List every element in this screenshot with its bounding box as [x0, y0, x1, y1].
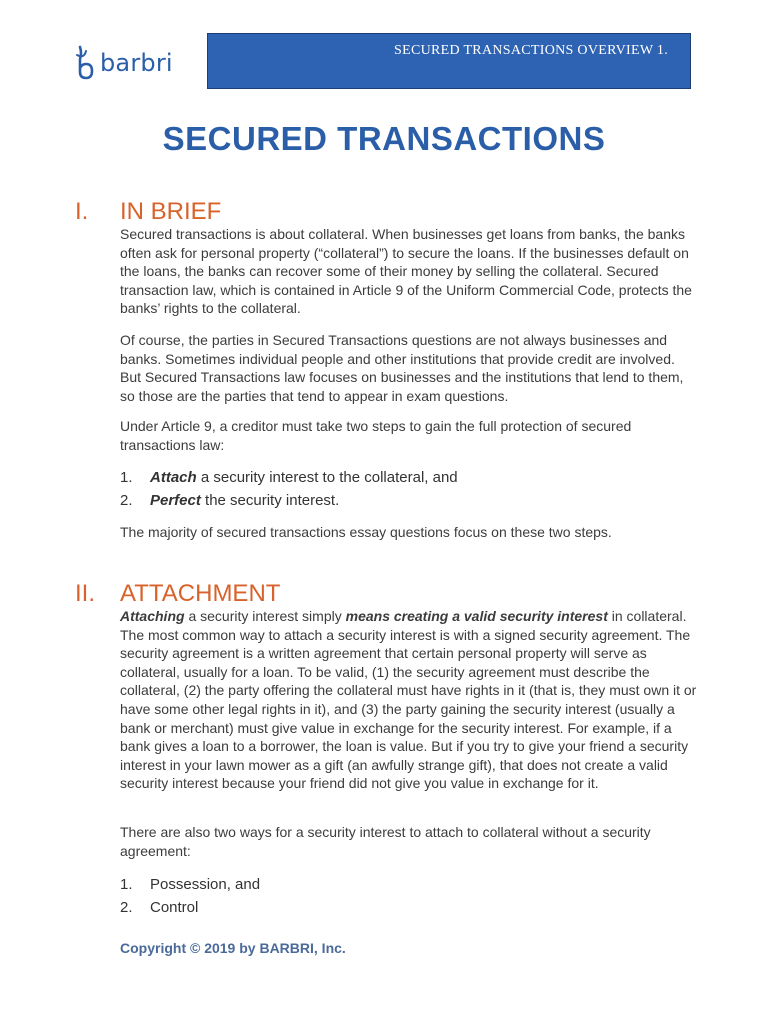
steps-list: [120, 466, 458, 512]
list-text: Control: [150, 899, 199, 916]
paragraph-majority: The majority of secured transactions essay questions focus on these two steps.: [120, 524, 612, 540]
logo-wordmark: barbri: [100, 49, 173, 77]
barbri-logo-icon: [74, 45, 96, 81]
list-item: [120, 896, 260, 919]
list-text: Possession, and: [150, 876, 261, 893]
section-number: I.: [75, 198, 89, 225]
copyright-notice: Copyright © 2019 by BARBRI, Inc.: [120, 940, 346, 956]
list-item: [120, 873, 260, 896]
text-fragment: a security interest simply: [184, 608, 346, 624]
text-fragment: in collateral. The most common way to attach a security interest is with a signed security agreement. The security agreement is a written agreement that certain personal property will serve as collateral, usually for a loan. To be valid, (1) the security agreement must describe the collateral, (2) the party offering the collateral must have rights in it (that is, they must own it or have some other legal rights in it), and (3) the party gaining the security interest (usually a bank or merchant) must give value in exchange for the security interest. For example, if a bank gives a loan to a borrower, the loan is value. But if you try to give your friend a security interest in your lawn mower as a gift (an awfully strange gift), that does not create a valid security interest because your friend did not give you value in exchange for it.: [120, 608, 697, 792]
section-number: II.: [75, 580, 96, 607]
ways-list: [120, 873, 260, 919]
paragraph-article-9: Under Article 9, a creditor must take two steps to gain the full protection of secured transactions law:: [120, 418, 632, 453]
section-title: IN BRIEF: [120, 198, 222, 225]
barbri-logo: [74, 44, 173, 82]
section-title: ATTACHMENT: [120, 580, 281, 607]
list-number: 2.: [120, 492, 133, 509]
list-term: Attach: [150, 469, 197, 486]
paragraph-two-ways: There are also two ways for a security interest to attach to collateral without a security agreement:: [120, 824, 651, 859]
term-definition: means creating a valid security interest: [345, 608, 608, 624]
list-text: the security interest.: [200, 492, 340, 509]
banner-title: SECURED TRANSACTIONS OVERVIEW 1.: [394, 43, 668, 58]
paragraph-collateral-intro: Secured transactions is about collateral. When businesses get loans from banks, the banks often ask for personal property (“collateral”) to secure the loans. If the businesses default on the loans, the banks can recover some of their money by selling the collateral. Secured transaction law, which is contained in Article 9 of the Uniform Commercial Code, protects the banks’ rights to the collateral.: [120, 226, 692, 317]
section-heading-attachment: [75, 580, 280, 608]
list-text: a security interest to the collateral, and: [196, 469, 458, 486]
paragraph-attaching: [120, 607, 698, 793]
list-number: 1.: [120, 876, 133, 893]
page-title: SECURED TRANSACTIONS: [162, 120, 606, 157]
paragraph-parties: Of course, the parties in Secured Transactions questions are not always businesses and banks. Sometimes individual people and other institutions that provide credit are involved. But Secured Transactions law focuses on businesses and the institutions that lend to them, so those are the parties that tend to appear in exam questions.: [120, 332, 684, 404]
list-item: [120, 489, 458, 512]
list-item: [120, 466, 458, 489]
list-number: 1.: [120, 469, 133, 486]
list-number: 2.: [120, 899, 133, 916]
term-attaching: Attaching: [120, 608, 185, 624]
list-term: Perfect: [150, 492, 201, 509]
section-heading-in-brief: [75, 198, 221, 226]
header-banner: [207, 33, 691, 89]
